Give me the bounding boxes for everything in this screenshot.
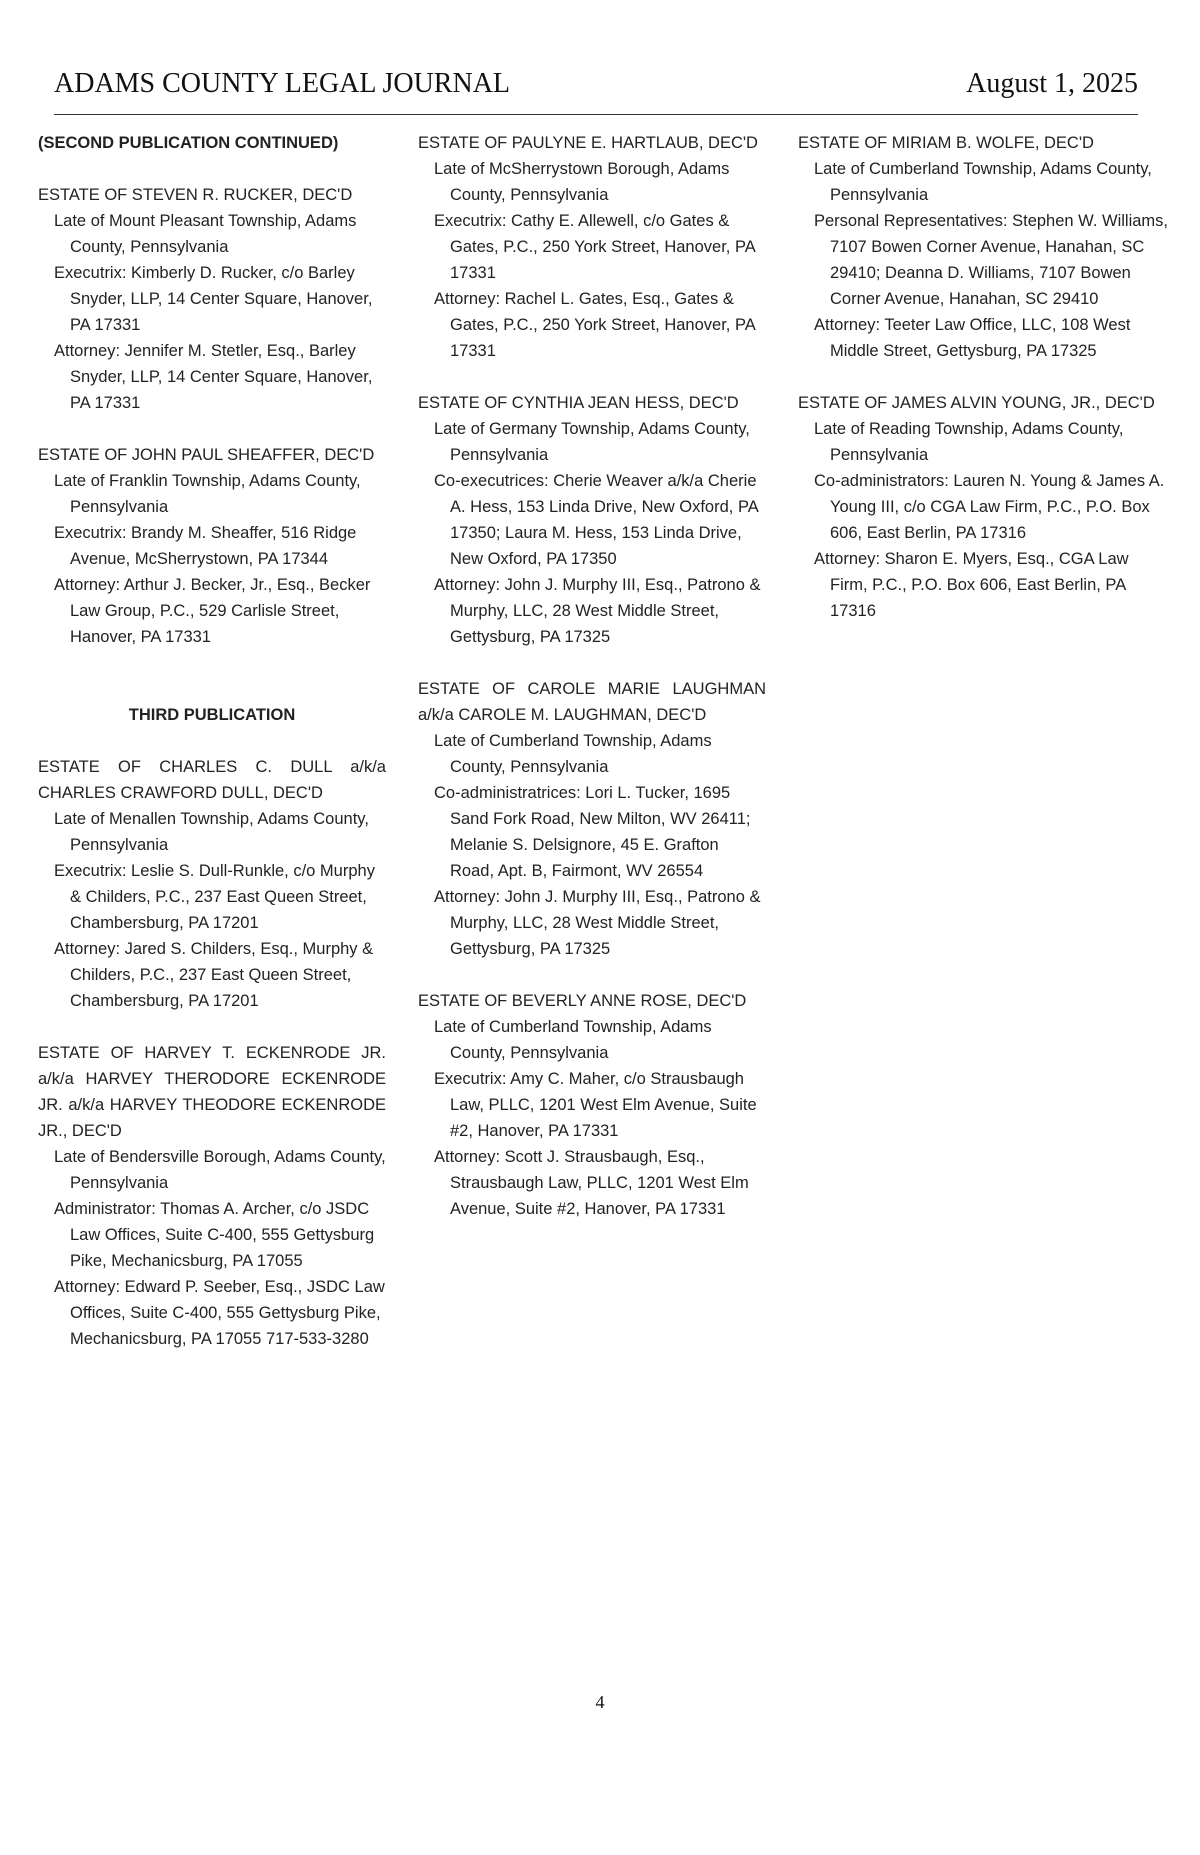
estate-attorney: Attorney: Arthur J. Becker, Jr., Esq., Becker Law Group, P.C., 529 Carlisle Street, Hanover, PA 17331 [54, 576, 371, 646]
estate-representative: Executrix: Kimberly D. Rucker, c/o Barley Snyder, LLP, 14 Center Square, Hanover, PA 17331 [54, 264, 373, 334]
estate-attorney: Attorney: John J. Murphy III, Esq., Patrono & Murphy, LLC, 28 West Middle Street, Gettysburg, PA 17325 [434, 888, 761, 958]
estate-notice-rose [418, 988, 766, 1222]
estate-title: ESTATE OF CYNTHIA JEAN HESS, DEC'D [418, 394, 739, 412]
estate-representative: Co-administrators: Lauren N. Young & James A. Young III, c/o CGA Law Firm, P.C., P.O. Box 606, East Berlin, PA 17316 [814, 472, 1165, 542]
estate-attorney: Attorney: Jennifer M. Stetler, Esq., Barley Snyder, LLP, 14 Center Square, Hanover, PA 17331 [54, 342, 373, 412]
estate-residence: Late of McSherrystown Borough, Adams County, Pennsylvania [434, 160, 730, 204]
estate-attorney: Attorney: Scott J. Strausbaugh, Esq., Strausbaugh Law, PLLC, 1201 West Elm Avenue, Suite #2, Hanover, PA 17331 [434, 1148, 749, 1218]
estate-title: ESTATE OF JOHN PAUL SHEAFFER, DEC'D [38, 446, 375, 464]
estate-residence: Late of Cumberland Township, Adams County, Pennsylvania [434, 1018, 712, 1062]
estate-title: ESTATE OF CAROLE MARIE LAUGHMAN a/k/a CAROLE M. LAUGHMAN, DEC'D [418, 680, 766, 724]
estate-residence: Late of Franklin Township, Adams County, Pennsylvania [54, 472, 361, 516]
section-heading-second-publication-continued: (SECOND PUBLICATION CONTINUED) [38, 134, 339, 152]
estate-notice-young [798, 390, 1170, 624]
estate-representative: Executrix: Leslie S. Dull-Runkle, c/o Murphy & Childers, P.C., 237 East Queen Street, Chambersburg, PA 17201 [54, 862, 375, 932]
estate-title: ESTATE OF CHARLES C. DULL a/k/a CHARLES CRAWFORD DULL, DEC'D [38, 758, 386, 802]
estate-attorney: Attorney: John J. Murphy III, Esq., Patrono & Murphy, LLC, 28 West Middle Street, Gettysburg, PA 17325 [434, 576, 761, 646]
masthead [54, 62, 1138, 115]
estate-title: ESTATE OF HARVEY T. ECKENRODE JR. a/k/a HARVEY THERODORE ECKENRODE JR. a/k/a HARVEY THEODORE ECKENRODE JR., DEC'D [38, 1044, 386, 1140]
estate-representative: Executrix: Amy C. Maher, c/o Strausbaugh Law, PLLC, 1201 West Elm Avenue, Suite #2, Hanover, PA 17331 [434, 1070, 757, 1140]
estate-attorney: Attorney: Sharon E. Myers, Esq., CGA Law Firm, P.C., P.O. Box 606, East Berlin, PA 17316 [814, 550, 1129, 620]
estate-notice-sheaffer [38, 442, 386, 650]
section-heading-third-publication: THIRD PUBLICATION [128, 706, 296, 724]
estate-residence: Late of Cumberland Township, Adams County, Pennsylvania [814, 160, 1152, 204]
estate-attorney: Attorney: Jared S. Childers, Esq., Murphy & Childers, P.C., 237 East Queen Street, Chambersburg, PA 17201 [54, 940, 374, 1010]
estate-representative: Personal Representatives: Stephen W. Williams, 7107 Bowen Corner Avenue, Hanahan, SC 29410; Deanna D. Williams, 7107 Bowen Corner Avenue, Hanahan, SC 29410 [814, 212, 1168, 308]
estate-attorney: Attorney: Rachel L. Gates, Esq., Gates & Gates, P.C., 250 York Street, Hanover, PA 17331 [434, 290, 755, 360]
estate-residence: Late of Reading Township, Adams County, Pennsylvania [814, 420, 1124, 464]
issue-date: August 1, 2025 [966, 68, 1138, 99]
estate-notice-hess [418, 390, 766, 650]
estate-representative: Co-executrices: Cherie Weaver a/k/a Cherie A. Hess, 153 Linda Drive, New Oxford, PA 17350; Laura M. Hess, 153 Linda Drive, New Oxford, PA 17350 [434, 472, 758, 568]
page-number: 4 [595, 1692, 605, 1712]
estate-title: ESTATE OF PAULYNE E. HARTLAUB, DEC'D [418, 134, 758, 152]
journal-title: ADAMS COUNTY LEGAL JOURNAL [54, 68, 511, 99]
estate-notice-hartlaub [418, 130, 766, 364]
estate-residence: Late of Germany Township, Adams County, Pennsylvania [434, 420, 750, 464]
estate-representative: Executrix: Cathy E. Allewell, c/o Gates & Gates, P.C., 250 York Street, Hanover, PA 17331 [434, 212, 755, 282]
estate-attorney: Attorney: Edward P. Seeber, Esq., JSDC Law Offices, Suite C-400, 555 Gettysburg Pike, Mechanicsburg, PA 17055 717-533-3280 [54, 1278, 385, 1348]
estate-notice-wolfe [798, 130, 1170, 364]
estate-title: ESTATE OF JAMES ALVIN YOUNG, JR., DEC'D [798, 394, 1155, 412]
column-1 [38, 130, 386, 1378]
estate-residence: Late of Cumberland Township, Adams County, Pennsylvania [434, 732, 712, 776]
estate-representative: Co-administratrices: Lori L. Tucker, 1695 Sand Fork Road, New Milton, WV 26411; Melanie S. Delsignore, 45 E. Grafton Road, Apt. B, Fairmont, WV 26554 [434, 784, 751, 880]
estate-representative: Executrix: Brandy M. Sheaffer, 516 Ridge Avenue, McSherrystown, PA 17344 [54, 524, 357, 568]
estate-representative: Administrator: Thomas A. Archer, c/o JSDC Law Offices, Suite C-400, 555 Gettysburg Pike, Mechanicsburg, PA 17055 [54, 1200, 375, 1270]
estate-notice-dull [38, 754, 386, 1014]
estate-residence: Late of Bendersville Borough, Adams County, Pennsylvania [54, 1148, 386, 1192]
estate-attorney: Attorney: Teeter Law Office, LLC, 108 West Middle Street, Gettysburg, PA 17325 [814, 316, 1131, 360]
estate-residence: Late of Mount Pleasant Township, Adams County, Pennsylvania [54, 212, 357, 256]
estate-title: ESTATE OF BEVERLY ANNE ROSE, DEC'D [418, 992, 747, 1010]
estate-notice-laughman [418, 676, 766, 962]
estate-notice-rucker [38, 182, 386, 416]
estate-title: ESTATE OF STEVEN R. RUCKER, DEC'D [38, 186, 353, 204]
column-2 [418, 130, 766, 1248]
column-3 [798, 130, 1170, 650]
estate-residence: Late of Menallen Township, Adams County, Pennsylvania [54, 810, 369, 854]
estate-title: ESTATE OF MIRIAM B. WOLFE, DEC'D [798, 134, 1094, 152]
estate-notice-eckenrode [38, 1040, 386, 1352]
